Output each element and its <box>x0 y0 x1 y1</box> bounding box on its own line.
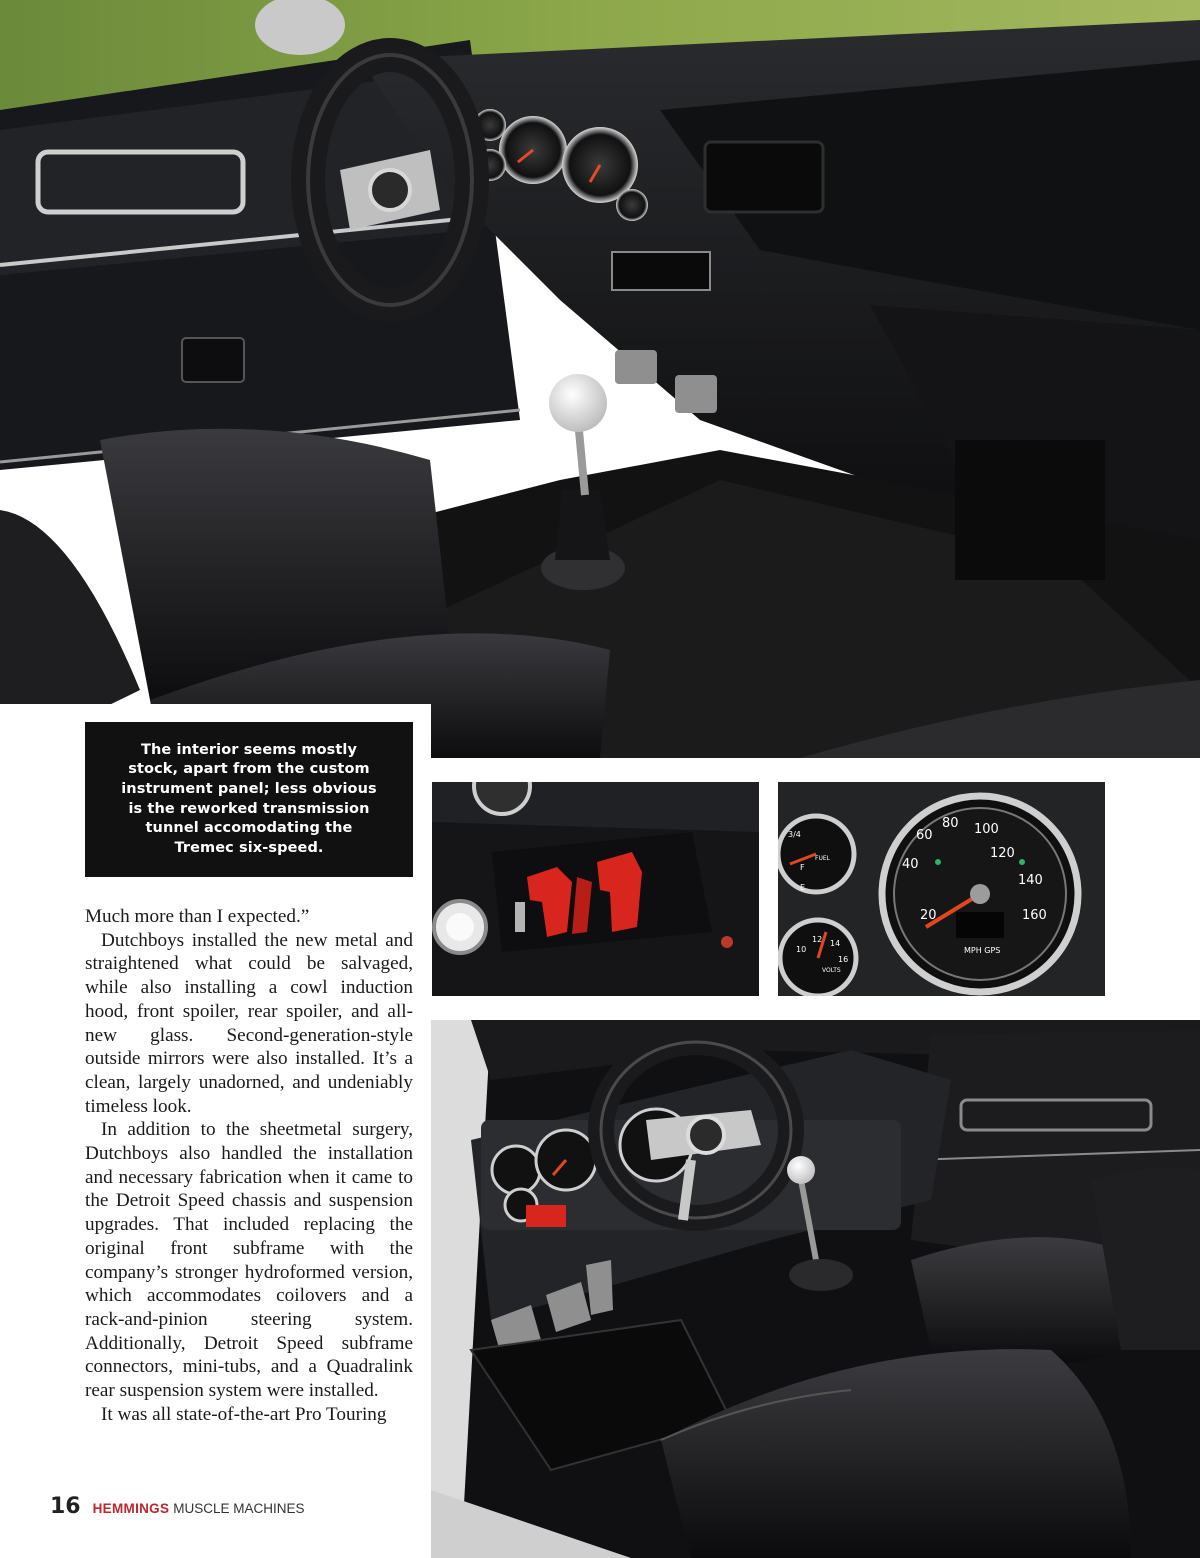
speedo-tick-80: 80 <box>942 816 959 831</box>
hero-interior-photo <box>0 0 1200 758</box>
article-body <box>85 905 413 1426</box>
page-number: 16 <box>50 1494 81 1519</box>
body-paragraph-4: It was all state-of-the-art Pro Touring <box>101 1403 387 1425</box>
speedo-tick-120: 120 <box>990 846 1015 861</box>
photo-caption: The interior seems mostly stock, apart from the custom instrument panel; less obvious is the reworked transmission tunnel accomodating the Tremec six-speed. <box>121 741 377 856</box>
volts-tick-14: 14 <box>830 939 841 948</box>
magazine-brand: HEMMINGS <box>92 1501 170 1516</box>
fuel-tick-full: F <box>800 863 805 872</box>
volts-label: VOLTS <box>822 967 841 974</box>
cabin-interior-photo <box>431 1020 1200 1558</box>
body-paragraph-2: Dutchboys installed the new metal and straightened what could be salvaged, while also installing a cowl induction hood, front spoiler, rear spoiler, and all-new glass. Second-generation-style outside mirrors were also installed. It’s a clean, largely unadorned, and undeniably timeless look. <box>85 929 413 1117</box>
volts-tick-16: 16 <box>838 955 849 964</box>
gauges-photo <box>778 782 1105 996</box>
speedo-tick-60: 60 <box>916 828 933 843</box>
volts-tick-10: 10 <box>796 945 807 954</box>
speedo-tick-20: 20 <box>920 908 937 923</box>
speedo-tick-100: 100 <box>974 822 999 837</box>
speedo-tick-160: 160 <box>1022 908 1047 923</box>
fuel-tick-empty: E <box>800 883 806 892</box>
body-paragraph-1: Much more than I expected.” <box>85 906 310 927</box>
fuel-label: FUEL <box>815 855 830 862</box>
body-paragraph-3: In addition to the sheetmetal surgery, Dutchboys also handled the installation and necessary fabrication when it came to the Detroit Speed chassis and suspension upgrades. That included replacing the original front subframe with the company’s stronger hydroformed version, which accommodates coilovers and a rack-and-pinion steering system. Additionally, Detroit Speed subframe connectors, mini-tubs, and a Quadralink rear suspension system were installed. <box>85 1119 413 1402</box>
magazine-title: MUSCLE MACHINES <box>173 1501 305 1516</box>
toggle-switches-photo <box>432 782 759 996</box>
speedo-unit: MPH GPS <box>964 946 1001 955</box>
fuel-tick-three-quarter: 3/4 <box>788 830 801 839</box>
speedo-tick-140: 140 <box>1018 873 1043 888</box>
page-footer <box>50 1494 305 1519</box>
volts-tick-12: 12 <box>812 935 823 944</box>
speedo-tick-40: 40 <box>902 857 919 872</box>
photo-caption-box <box>85 722 413 877</box>
